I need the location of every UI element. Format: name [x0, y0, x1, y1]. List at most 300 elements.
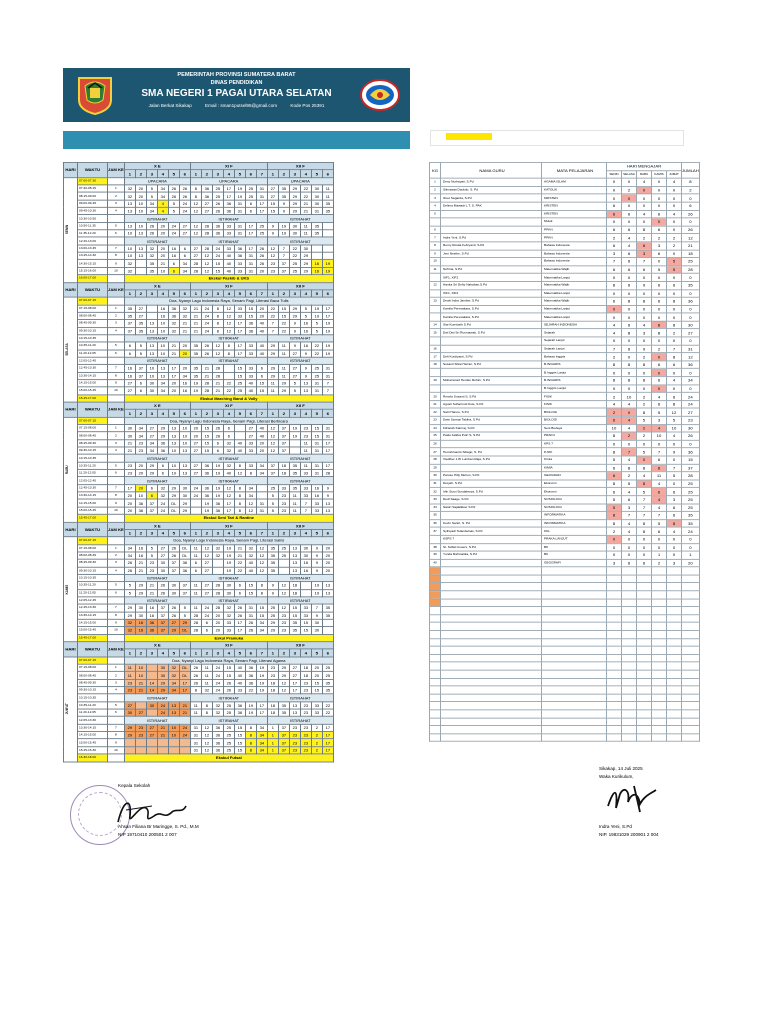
col-waktu-header: WAKTU [78, 642, 108, 657]
empty-cell [607, 734, 622, 742]
lesson-cell: 17 [234, 350, 245, 357]
lesson-cell: 13 [146, 320, 157, 327]
lesson-cell: 21 [190, 305, 201, 312]
lesson-cell: 23 [300, 709, 311, 716]
lesson-cell: 11 [300, 447, 311, 454]
lesson-cell: 10 [146, 365, 157, 372]
lesson-cell: 24 [201, 327, 212, 334]
empty-cell [607, 623, 622, 631]
empty-cell [622, 646, 637, 654]
lesson-cell: 10 [157, 327, 168, 334]
lesson-cell: 17 [168, 365, 179, 372]
lesson-cell: 16 [135, 627, 146, 634]
class-number: 1 [267, 410, 278, 417]
empty-cell [430, 599, 441, 607]
teaching-hours: 8 [652, 464, 667, 472]
jam-cell: 6 [108, 589, 125, 596]
lesson-cell: 32 [124, 260, 135, 267]
lesson-cell: 25 [278, 544, 289, 551]
schedule-row [64, 425, 334, 432]
lesson-cell: 34 [256, 732, 267, 739]
lesson-cell: 31 [245, 612, 256, 619]
lesson-cell: 35 [124, 312, 135, 319]
time-cell: 09.30-10.15 [78, 567, 108, 574]
lesson-cell: 20 [256, 312, 267, 319]
schedule-row [64, 747, 334, 754]
lesson-cell: 13 [300, 387, 311, 394]
empty-cell [682, 615, 700, 623]
header-line2: DINAS PENDIDIKAN [210, 80, 263, 86]
jam-cell: 2 [108, 552, 125, 559]
total-hours: 8 [682, 178, 700, 186]
jam-cell: 10 [108, 387, 125, 394]
morning-activity-cell: Doa, Nyanyi Lagu Indonesia Raya, Senam Pagi, Literasi Agama [124, 657, 333, 664]
lesson-cell: 16 [135, 552, 146, 559]
lesson-cell: DL [168, 499, 179, 506]
teaching-hours: 4 [607, 329, 622, 337]
empty-cell [622, 702, 637, 710]
empty-cell [652, 607, 667, 615]
schedule-row [64, 739, 334, 746]
teaching-hours: 8 [637, 361, 652, 369]
jam-cell: 2 [108, 312, 125, 319]
teaching-hours: 3 [652, 416, 667, 424]
lesson-cell: 31 [311, 469, 322, 476]
schedule-row [64, 455, 334, 462]
lesson-cell: 17 [322, 747, 333, 754]
teacher-row [430, 424, 700, 432]
class-number: 6 [322, 170, 333, 177]
teaching-hours: 8 [607, 448, 622, 456]
empty-cell [542, 623, 607, 631]
teaching-hours: 0 [607, 218, 622, 226]
lesson-cell: 33 [300, 612, 311, 619]
lesson-cell: 36 [234, 252, 245, 259]
teacher-name [441, 337, 542, 345]
class-number: 3 [146, 170, 157, 177]
lesson-cell: 23 [300, 425, 311, 432]
teacher-number: 34 [430, 504, 441, 512]
lesson-cell: 13 [168, 425, 179, 432]
teaching-hours: 0 [652, 305, 667, 313]
lesson-cell: 8 [190, 185, 201, 192]
lesson-cell: 28 [201, 380, 212, 387]
empty-cell [430, 623, 441, 631]
lesson-cell: 18 [267, 709, 278, 716]
lesson-cell: 11 [124, 664, 135, 671]
lesson-cell: 27 [289, 372, 300, 379]
break-cell: ISTIRAHAT [267, 357, 333, 364]
class-number: 4 [157, 529, 168, 536]
break-cell: ISTIRAHAT [190, 335, 267, 342]
teaching-hours: 2 [637, 400, 652, 408]
lesson-cell: 31 [245, 604, 256, 611]
empty-row [430, 607, 700, 615]
teacher-subject: Ekonomi [542, 488, 607, 496]
time-cell: 14.30-15.15 [78, 260, 108, 267]
time-cell: 14.15-15.00 [78, 619, 108, 626]
col-hari-header: HARI [64, 162, 78, 177]
teacher-number: 7 [430, 234, 441, 242]
class-number: 5 [168, 410, 179, 417]
teacher-number [430, 218, 441, 226]
jam-cell [108, 477, 125, 484]
lesson-cell: 31 [256, 499, 267, 506]
lesson-cell: 15 [311, 679, 322, 686]
teacher-name: Mohammad Heroku Rohim, S.Pd [441, 377, 542, 385]
lesson-cell: 30 [311, 627, 322, 634]
lesson-cell: 32 [146, 252, 157, 259]
lesson-cell: 32 [223, 604, 234, 611]
total-hours: 25 [682, 488, 700, 496]
schedule-row [64, 237, 334, 244]
lesson-cell: 8 [234, 462, 245, 469]
class-number: 5 [311, 529, 322, 536]
lesson-cell: 35 [267, 552, 278, 559]
lesson-cell: 33 [300, 469, 311, 476]
lesson-cell: 11 [322, 192, 333, 199]
class-number: 4 [157, 170, 168, 177]
empty-cell [637, 638, 652, 646]
empty-cell [667, 567, 682, 575]
teaching-hours: 0 [622, 337, 637, 345]
lesson-cell: 8 [256, 582, 267, 589]
lesson-cell: 34 [245, 484, 256, 491]
teacher-row [430, 297, 700, 305]
lesson-cell: 26 [168, 192, 179, 199]
lesson-cell: 9 [311, 552, 322, 559]
lesson-cell: 7 [322, 380, 333, 387]
teacher-row [430, 504, 700, 512]
lesson-cell: 29 [278, 387, 289, 394]
lesson-cell: 19 [201, 507, 212, 514]
lesson-cell: 6 [179, 245, 190, 252]
lesson-cell: 27 [267, 192, 278, 199]
lesson-cell: 33 [245, 342, 256, 349]
teaching-hours: 6 [652, 527, 667, 535]
lesson-cell: 9 [311, 567, 322, 574]
lesson-cell: 28 [190, 619, 201, 626]
lesson-cell: 17 [168, 372, 179, 379]
lesson-cell: 28 [212, 372, 223, 379]
class-number: 6 [179, 410, 190, 417]
teaching-hours: 0 [667, 218, 682, 226]
lesson-cell: 34 [256, 619, 267, 626]
teacher-number: 12 [430, 281, 441, 289]
lesson-cell: 33 [245, 440, 256, 447]
time-cell: 07.00-07.15 [78, 417, 108, 424]
teaching-hours: 3 [667, 559, 682, 567]
lesson-cell: 32 [124, 267, 135, 274]
lesson-cell: 27 [245, 425, 256, 432]
jam-cell: 8 [108, 732, 125, 739]
lesson-cell: 5 [168, 200, 179, 207]
lesson-cell: 6 [168, 260, 179, 267]
teaching-hours: 2 [607, 408, 622, 416]
lesson-cell: 21 [135, 679, 146, 686]
lesson-cell: 5 [300, 305, 311, 312]
lesson-cell: 26 [157, 582, 168, 589]
break-cell: ISTIRAHAT [124, 574, 190, 581]
lesson-cell: 17 [322, 462, 333, 469]
break-cell: ISTIRAHAT [267, 694, 333, 701]
teacher-subject: B.Inggris Lanjut [542, 369, 607, 377]
lesson-cell: 6 [157, 469, 168, 476]
lesson-cell: 15 [234, 724, 245, 731]
teaching-hours: 0 [637, 289, 652, 297]
teacher-row [430, 519, 700, 527]
jam-cell: 9 [108, 499, 125, 506]
lesson-cell: 27 [289, 350, 300, 357]
lesson-cell: 31 [322, 432, 333, 439]
empty-cell [607, 662, 622, 670]
schedule-row [64, 440, 334, 447]
lesson-cell: 37 [168, 559, 179, 566]
time-cell: 10.15-10.35 [78, 455, 108, 462]
lesson-cell: 17 [223, 507, 234, 514]
empty-cell [622, 734, 637, 742]
lesson-cell: 33 [234, 305, 245, 312]
teaching-hours: 6 [622, 559, 637, 567]
break-cell: ISTIRAHAT [267, 574, 333, 581]
class-xii-header: XII F [267, 402, 333, 409]
lesson-cell: 11 [267, 387, 278, 394]
teacher-row [430, 281, 700, 289]
lesson-cell: 32 [124, 185, 135, 192]
teacher-subject: Mulok [542, 218, 607, 226]
lesson-cell: 15 [212, 260, 223, 267]
lesson-cell: 37 [157, 619, 168, 626]
lesson-cell: 35 [289, 484, 300, 491]
lesson-cell: 26 [234, 604, 245, 611]
schedule-header-row [64, 402, 334, 409]
jam-cell: 1 [108, 185, 125, 192]
teaching-hours: 0 [652, 337, 667, 345]
lesson-cell: 21 [168, 342, 179, 349]
teaching-hours: 0 [607, 369, 622, 377]
lesson-cell: 36 [212, 724, 223, 731]
time-cell: 12.45-13.30 [78, 604, 108, 611]
lesson-cell: 10 [179, 432, 190, 439]
teaching-hours: 0 [607, 178, 622, 186]
jam-cell: 1 [108, 664, 125, 671]
lesson-cell: 27 [146, 732, 157, 739]
lesson-cell: 21 [234, 544, 245, 551]
lesson-cell: 13 [168, 709, 179, 716]
empty-cell [682, 591, 700, 599]
lesson-cell: 34 [146, 447, 157, 454]
lesson-cell: 21 [201, 365, 212, 372]
empty-cell [542, 567, 607, 575]
extracurricular-cell: Eskul Pramuka [124, 634, 333, 641]
lesson-cell: 36 [212, 230, 223, 237]
teaching-hours: 0 [637, 274, 652, 282]
empty-cell [637, 670, 652, 678]
lesson-cell: 26 [190, 672, 201, 679]
lesson-cell: 26 [146, 230, 157, 237]
lesson-cell: 23 [300, 687, 311, 694]
class-number: 4 [300, 529, 311, 536]
teaching-hours: 6 [637, 242, 652, 250]
lesson-cell: 17 [124, 484, 135, 491]
teacher-name [441, 511, 542, 519]
teacher-row [430, 186, 700, 194]
lesson-cell: 23 [278, 627, 289, 634]
lesson-cell: 27 [289, 672, 300, 679]
teacher-row [430, 448, 700, 456]
teaching-hours: 7 [637, 258, 652, 266]
total-hours: 35 [682, 519, 700, 527]
teacher-name: Nastri Sajakikkal, S.Pd [441, 504, 542, 512]
class-number: 1 [124, 290, 135, 297]
jam-cell: 10 [108, 747, 125, 754]
lesson-cell: 20 [157, 222, 168, 229]
lesson-cell: 35 [311, 222, 322, 229]
lesson-cell: 12 [256, 559, 267, 566]
class-number: 3 [146, 649, 157, 656]
time-cell: 09.00-09.45 [78, 200, 108, 207]
empty-row [430, 599, 700, 607]
lesson-cell: 6 [179, 252, 190, 259]
total-hours: 25 [682, 480, 700, 488]
lesson-cell: 35 [289, 627, 300, 634]
lesson-cell: 17 [289, 687, 300, 694]
teaching-hours: 4 [667, 432, 682, 440]
teaching-hours: 3 [607, 250, 622, 258]
empty-cell [607, 710, 622, 718]
lesson-cell: 20 [179, 365, 190, 372]
lesson-cell: 9 [311, 559, 322, 566]
empty-cell [430, 615, 441, 623]
lesson-cell [190, 507, 201, 514]
teacher-subject: B.INGGRIS [542, 361, 607, 369]
lesson-cell: 33 [223, 619, 234, 626]
break-cell: ISTIRAHAT [267, 717, 333, 724]
lesson-cell: 15 [223, 672, 234, 679]
empty-row [430, 702, 700, 710]
lesson-cell: 33 [245, 372, 256, 379]
class-number: 4 [300, 410, 311, 417]
lesson-cell: 15 [256, 612, 267, 619]
lesson-cell: 26 [212, 432, 223, 439]
lesson-cell: 24 [212, 245, 223, 252]
time-cell: 13.30-14.15 [78, 372, 108, 379]
lesson-cell: 29 [124, 612, 135, 619]
lesson-cell: 17 [322, 440, 333, 447]
class-number: 2 [135, 290, 146, 297]
col-waktu-header: WAKTU [78, 162, 108, 177]
lesson-cell: 13 [322, 507, 333, 514]
jam-cell: 1 [108, 544, 125, 551]
teacher-row [430, 242, 700, 250]
lesson-cell: 26 [124, 559, 135, 566]
total-hours: 0 [682, 313, 700, 321]
lesson-cell: 31 [190, 732, 201, 739]
lesson-cell: 17 [234, 320, 245, 327]
teaching-hours: 0 [622, 202, 637, 210]
lesson-cell: 6 [245, 200, 256, 207]
lesson-cell: 27 [201, 589, 212, 596]
break-cell: ISTIRAHAT [190, 574, 267, 581]
teaching-hours: 8 [637, 297, 652, 305]
lesson-cell: 34 [157, 192, 168, 199]
lesson-cell: 19 [234, 192, 245, 199]
teacher-subject: KRISTEN [542, 210, 607, 218]
class-number: 3 [146, 529, 157, 536]
teacher-row [430, 535, 700, 543]
class-number: 1 [190, 410, 201, 417]
col-days-header: HARI MENGAJAR [607, 162, 682, 170]
teacher-number: 18 [430, 361, 441, 369]
lesson-cell: 31 [234, 200, 245, 207]
class-number: 5 [311, 170, 322, 177]
empty-row [430, 686, 700, 694]
lesson-cell: 29 [289, 312, 300, 319]
empty-cell [652, 646, 667, 654]
lesson-cell: 17 [223, 192, 234, 199]
empty-cell [622, 599, 637, 607]
class-number: 7 [256, 410, 267, 417]
lesson-cell: 2 [311, 732, 322, 739]
lesson-cell: 27 [135, 305, 146, 312]
schedule-row [64, 469, 334, 476]
class-xii-header: XII F [267, 282, 333, 289]
lesson-cell: 8 [245, 739, 256, 746]
teacher-number: 20 [430, 393, 441, 401]
lesson-cell: 40 [223, 260, 234, 267]
lesson-cell: 26 [245, 627, 256, 634]
lesson-cell: 25 [256, 222, 267, 229]
lesson-cell: 19 [201, 499, 212, 506]
lesson-cell: 32 [245, 552, 256, 559]
lesson-cell: 20 [322, 567, 333, 574]
lesson-cell: 30 [311, 200, 322, 207]
lesson-cell: 19 [311, 312, 322, 319]
jam-cell: 6 [108, 350, 125, 357]
lesson-cell: 8 [212, 327, 223, 334]
teacher-name: Detyah, S.Pd [441, 480, 542, 488]
lesson-cell: 23 [278, 612, 289, 619]
lesson-cell: 21 [168, 350, 179, 357]
lesson-cell: 29 [179, 499, 190, 506]
empty-cell [682, 575, 700, 583]
lesson-cell: 17 [322, 305, 333, 312]
lesson-cell: 27 [124, 380, 135, 387]
lesson-cell: 19 [256, 664, 267, 671]
teaching-hours: 2 [622, 432, 637, 440]
teacher-name: Kevin Santri, S. Pd [441, 519, 542, 527]
col-waktu-header: WAKTU [78, 522, 108, 537]
schedule-row [64, 627, 334, 634]
lesson-cell: 25 [267, 604, 278, 611]
empty-cell [542, 694, 607, 702]
lesson-cell: 5 [311, 327, 322, 334]
empty-cell [667, 694, 682, 702]
lesson-cell: 16 [311, 484, 322, 491]
teaching-hours: 6 [667, 281, 682, 289]
lesson-cell: 13 [168, 432, 179, 439]
teaching-hours: 2 [652, 345, 667, 353]
break-cell: ISTIRAHAT [190, 694, 267, 701]
time-cell: 12.20-13.00 [78, 237, 108, 244]
teaching-hours: 2 [667, 242, 682, 250]
empty-cell [622, 575, 637, 583]
teaching-hours: 0 [637, 456, 652, 464]
jam-cell: 3 [108, 320, 125, 327]
lesson-cell: 37 [278, 432, 289, 439]
lesson-cell: 8 [190, 687, 201, 694]
teaching-hours: 12 [667, 408, 682, 416]
